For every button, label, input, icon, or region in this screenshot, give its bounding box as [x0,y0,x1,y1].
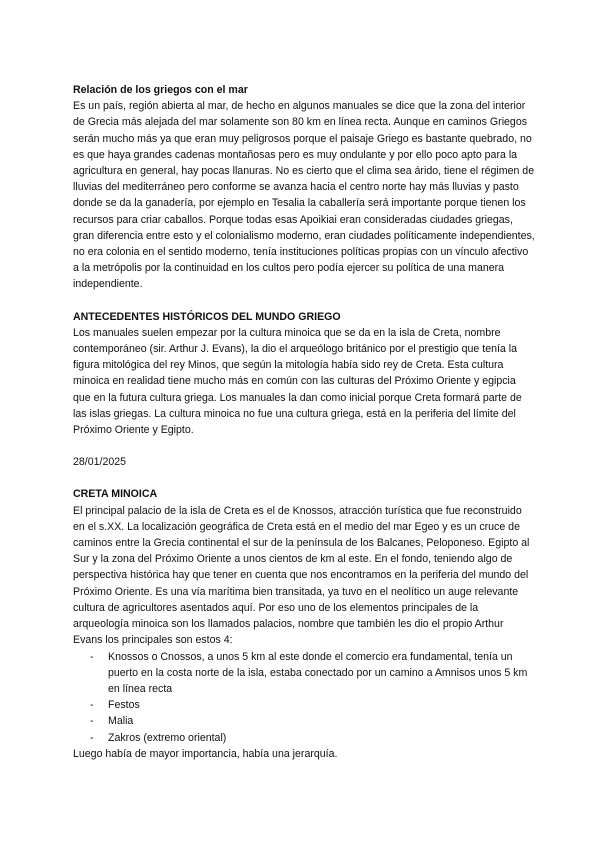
list-item [73,730,535,746]
section-heading-antecedentes: ANTECEDENTES HISTÓRICOS DEL MUNDO GRIEGO [73,310,341,323]
section-body-relacion: Es un país, región abierta al mar, de hecho en algunos manuales se dice que la zona del interior de Grecia más alejada del mar solamente son 80 km en línea recta. Aunque en caminos Griegos serán mucho más ya que eran muy peligrosos porque el paisaje Griego es bastante quebrado, no es que haya grandes cadenas montañosas pero es muy ondulante y por ello poco apto para la agricultura en general, hay pocas llanuras. No es cierto que el clima sea árido, tiene el régimen de lluvias del mediterráneo pero conforme se avanza hacia el centro norte hay más lluvias y pasto donde se da la ganadería, por ejemplo en Tesalia la caballería será importante porque tienen los recursos para criar caballos. Porque todas esas Apoikiai eran consideradas ciudades griegas, gran diferencia entre esto y el colonialismo moderno, eran ciudades políticamente independientes, no era colonia en el sentido moderno, tenía instituciones políticas propias con un vínculo afectivo a la metrópolis por la continuidad en los cultos pero podía ejercer su política de una manera independiente. [73,100,535,291]
section-body-creta: El principal palacio de la isla de Creta es el de Knossos, atracción turística que fue reconstruido en el s.XX. La localización geográfica de Creta está en el medio del mar Egeo y es un cruce de caminos entre la Grecia continental el sur de la península de los Balcanes, Peloponeso. Egipto al Sur y la zona del Próximo Oriente a unos cientos de km al este. En el fondo, teniendo algo de perspectiva histórica hay que tener en cuenta que nos encontramos en la periferia del mundo del Próximo Oriente. Es una vía marítima bien transitada, ya tuvo en el neolítico un auge relevante cultura de agricultores asentados aquí. Por eso uno de los elementos principales de la arqueología minoica son los llamados palacios, nombre que también les dio el propio Arthur Evans los principales son estos 4: [73,504,530,647]
bullet-dash: - [90,731,94,744]
list-item-text: Zakros (extremo oriental) [108,731,227,744]
section-body-antecedentes: Los manuales suelen empezar por la cultura minoica que se da en la isla de Creta, nombre contemporáneo (sir. Arthur J. Evans), la dio el arqueólogo británico por el prestigio que tenía la figura mitológica del rey Minos, que según la mitología había sido rey de Creta. Esta cultura minoica en realidad tiene mucho más en común con las culturas del Próximo Oriente y egipcia que en la futura cultura griega. Los manuales la dan como inicial porque Creta formará parte de las islas griegas. La cultura minoica no fue una cultura griega, está en la periferia del límite del Próximo Oriente y Egipto. [73,326,522,437]
bullet-dash: - [90,715,94,728]
section-heading-relacion: Relación de los griegos con el mar [73,84,248,96]
section-heading-creta: CRETA MINOICA [73,488,158,501]
list-item-text: Malia [108,715,134,728]
bullet-dash: - [90,699,94,712]
palaces-list [73,649,535,746]
list-item [73,713,535,729]
list-item [73,649,535,698]
document-content [73,82,535,762]
list-item-text: Knossos o Cnossos, a unos 5 km al este donde el comercio era fundamental, tenía un puerto en la costa norte de la isla, estaba conectado por un camino a Amnisos unos 5 km en línea recta [108,650,528,695]
bullet-dash: - [90,650,94,663]
closing-line: Luego había de mayor importancia, había una jerarquía. [73,747,338,760]
list-item [73,697,535,713]
date-line: 28/01/2025 [73,456,127,469]
list-item-text: Festos [108,699,140,712]
